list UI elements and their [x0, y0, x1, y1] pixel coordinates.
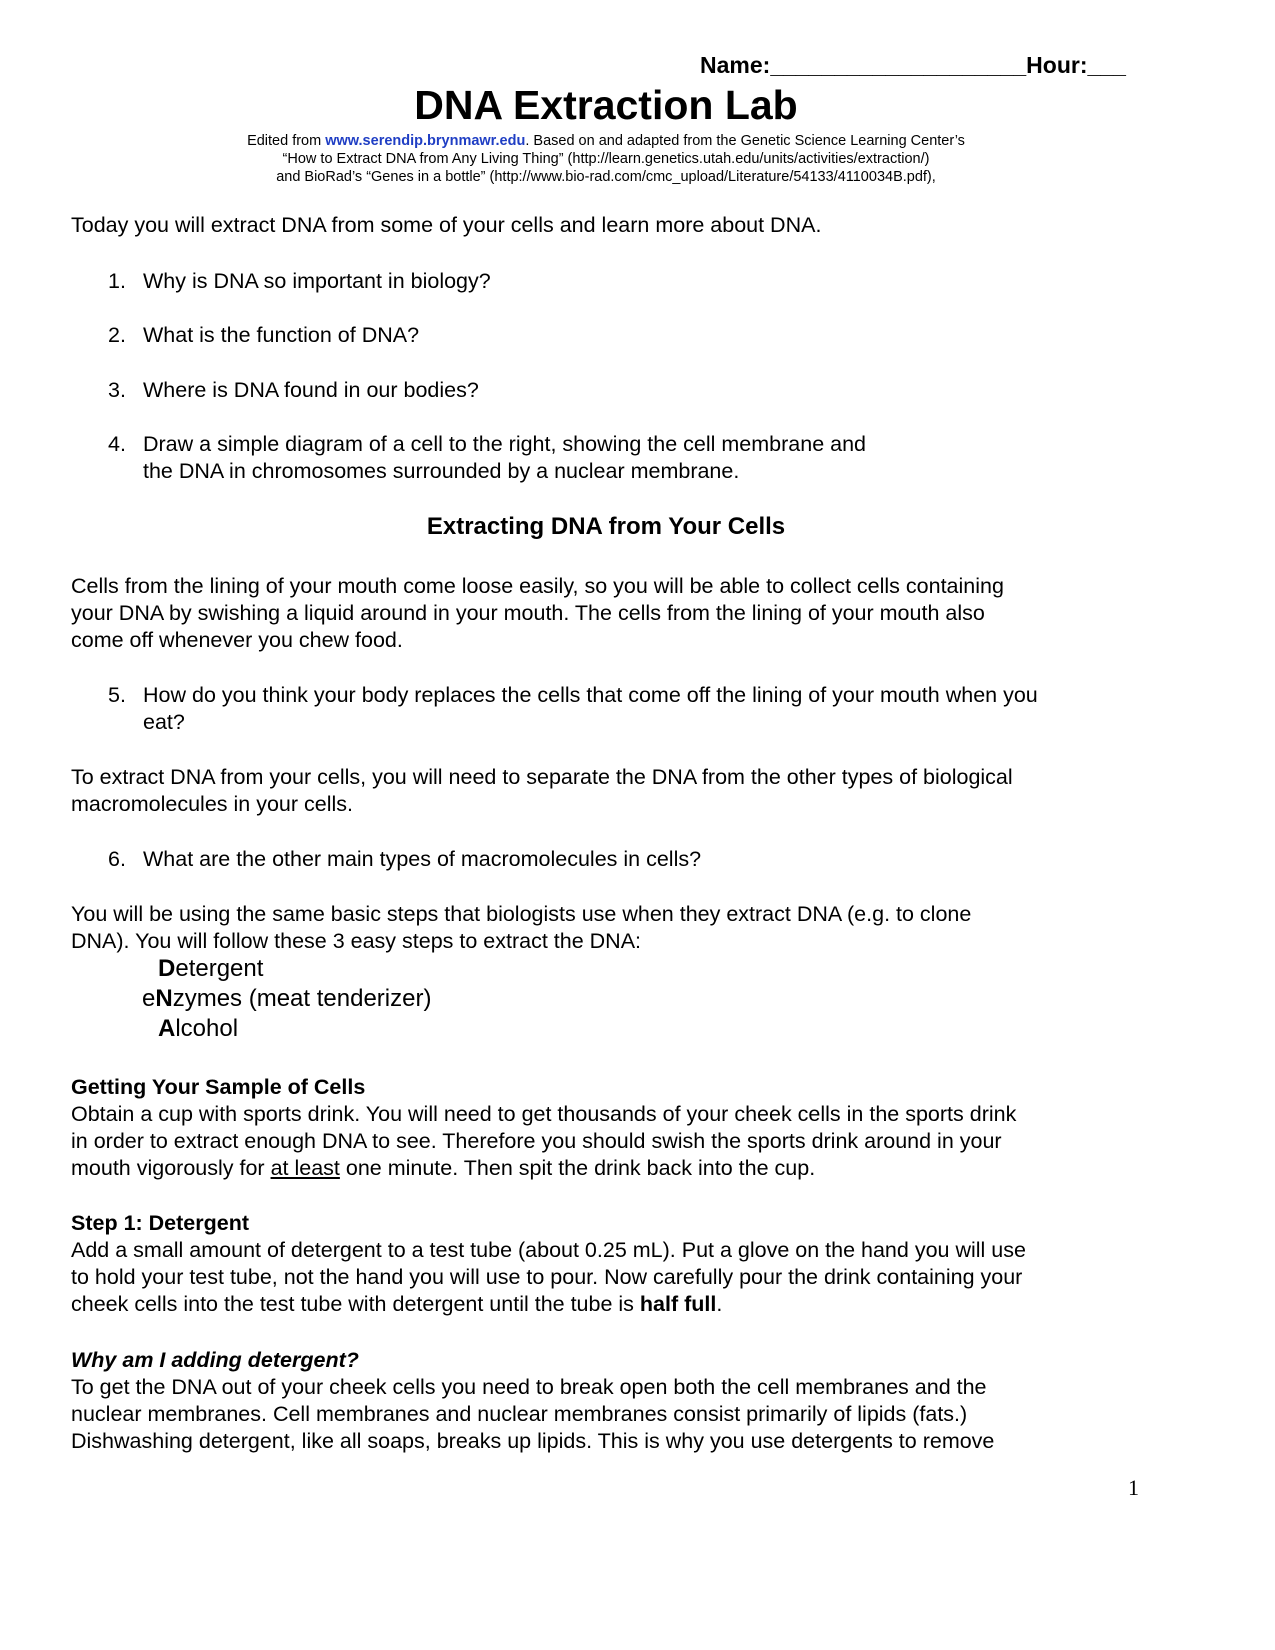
acronym-detergent	[158, 954, 263, 984]
question-text: What is the function of DNA?	[143, 323, 420, 347]
name-blank: ____________________	[770, 52, 1027, 78]
paragraph-line: You will be using the same basic steps that biologists use when they extract DNA (e.g. to clone	[71, 902, 972, 926]
credits-line-3: and BioRad’s “Genes in a bottle” (http://www.bio-rad.com/cmc_upload/Literature/54133/4110034B.pdf),	[276, 169, 936, 185]
question-text: How do you think your body replaces the cells that come off the lining of your mouth when you	[143, 683, 1038, 707]
question-1	[108, 268, 1158, 295]
question-text-continued: eat?	[143, 710, 185, 734]
steps-intro-paragraph	[71, 901, 1151, 955]
name-label: Name:	[700, 52, 771, 78]
emphasis-underline: at least	[270, 1156, 340, 1180]
credits-line1-rest: . Based on and adapted from the Genetic Science Learning Center’s	[525, 133, 965, 149]
acronym-rest: etergent	[175, 955, 264, 982]
why-detergent-section	[71, 1347, 1151, 1455]
question-text: What are the other main types of macromolecules in cells?	[143, 847, 702, 871]
paragraph-line: To get the DNA out of your cheek cells you need to break open both the cell membranes and the	[71, 1375, 987, 1399]
credits-line-2: “How to Extract DNA from Any Living Thing” (http://learn.genetics.utah.edu/units/activities/extraction/)	[282, 151, 930, 167]
question-3	[108, 377, 1158, 404]
paragraph-line: Dishwashing detergent, like all soaps, breaks up lipids. This is why you use detergents to remove	[71, 1429, 995, 1453]
section-title: Extracting DNA from Your Cells	[426, 513, 786, 540]
text-span: cheek cells into the test tube with detergent until the tube is	[71, 1292, 640, 1316]
serendip-link[interactable]: www.serendip.brynmawr.edu	[325, 133, 526, 149]
cells-lining-paragraph	[71, 573, 1151, 654]
paragraph-line: Obtain a cup with sports drink. You will need to get thousands of your cheek cells in the sports drink	[71, 1102, 1017, 1126]
sample-section	[71, 1074, 1151, 1182]
name-hour-line	[700, 52, 1126, 79]
hour-blank: ___	[1087, 52, 1126, 78]
intro-text: Today you will extract DNA from some of your cells and learn more about DNA.	[71, 213, 822, 237]
step1-section	[71, 1210, 1151, 1318]
question-number: 6.	[108, 847, 126, 871]
credits-prefix: Edited from	[247, 133, 326, 149]
question-number: 3.	[108, 378, 126, 402]
page-number: 1	[1128, 1475, 1139, 1500]
why-detergent-heading: Why am I adding detergent?	[71, 1348, 359, 1372]
question-2	[108, 322, 1158, 349]
question-text: Draw a simple diagram of a cell to the right, showing the cell membrane and	[143, 432, 866, 456]
paragraph-line: DNA). You will follow these 3 easy steps to extract the DNA:	[71, 929, 642, 953]
question-6	[108, 846, 1158, 873]
paragraph-line: your DNA by swishing a liquid around in your mouth. The cells from the lining of your mouth also	[71, 601, 985, 625]
page-title: DNA Extraction Lab	[414, 82, 798, 128]
hour-label: Hour:	[1026, 52, 1088, 78]
sample-heading: Getting Your Sample of Cells	[71, 1075, 366, 1099]
acronym-enzymes	[142, 984, 431, 1014]
paragraph-line: macromolecules in your cells.	[71, 792, 353, 816]
question-number: 1.	[108, 269, 126, 293]
paragraph-line	[71, 1291, 1151, 1318]
question-number: 4.	[108, 432, 126, 456]
text-span: .	[716, 1292, 723, 1316]
text-span: one minute. Then spit the drink back into the cup.	[339, 1156, 816, 1180]
emphasis-bold: half full	[639, 1292, 717, 1316]
paragraph-line	[71, 1155, 1151, 1182]
paragraph-line: come off whenever you chew food.	[71, 628, 403, 652]
paragraph-line: nuclear membranes. Cell membranes and nuclear membranes consist primarily of lipids (fats.)	[71, 1402, 968, 1426]
acronym-alcohol	[158, 1014, 238, 1044]
credits-line-1	[0, 132, 1212, 150]
acronym-pre: e	[142, 985, 156, 1012]
acronym-letter: D	[158, 955, 176, 982]
credits	[0, 132, 1212, 186]
extract-paragraph	[71, 764, 1151, 818]
text-span: mouth vigorously for	[71, 1156, 271, 1180]
paragraph-line: To extract DNA from your cells, you will need to separate the DNA from the other types of biological	[71, 765, 1013, 789]
paragraph-line: to hold your test tube, not the hand you will use to pour. Now carefully pour the drink containing your	[71, 1265, 1023, 1289]
paragraph-line: in order to extract enough DNA to see. Therefore you should swish the sports drink around in your	[71, 1129, 1002, 1153]
question-text: Why is DNA so important in biology?	[143, 269, 491, 293]
paragraph-line: Add a small amount of detergent to a test tube (about 0.25 mL). Put a glove on the hand you will use	[71, 1238, 1026, 1262]
question-5	[108, 682, 1158, 736]
acronym-rest: zymes (meat tenderizer)	[172, 985, 432, 1012]
question-text-continued: the DNA in chromosomes surrounded by a nuclear membrane.	[143, 459, 740, 483]
question-number: 2.	[108, 323, 126, 347]
acronym-letter: A	[158, 1015, 176, 1042]
acronym-rest: lcohol	[175, 1015, 239, 1042]
question-number: 5.	[108, 683, 126, 707]
question-4	[108, 431, 1158, 485]
step1-heading: Step 1: Detergent	[71, 1211, 250, 1235]
paragraph-line: Cells from the lining of your mouth come loose easily, so you will be able to collect cells containing	[71, 574, 1004, 598]
acronym-letter: N	[155, 985, 173, 1012]
question-text: Where is DNA found in our bodies?	[143, 378, 479, 402]
